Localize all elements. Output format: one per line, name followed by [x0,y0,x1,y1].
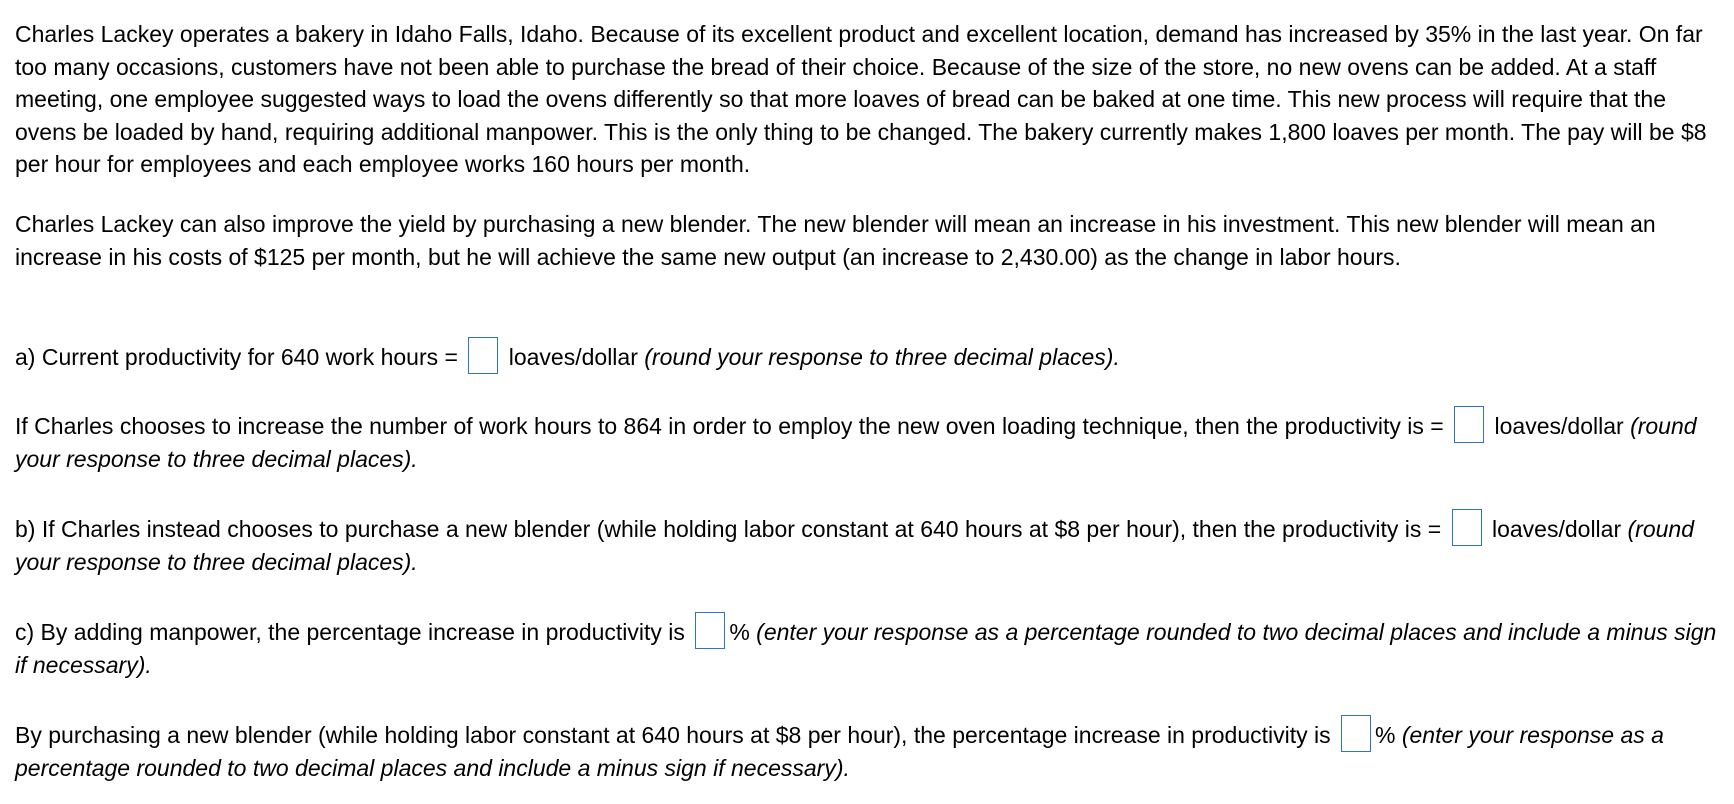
question-c2-prefix: By purchasing a new blender (while holding labor constant at 640 hours at $8 per hour), the percentage increase in productivity is [15,722,1338,748]
question-b-suffix: loaves/dollar [1485,516,1628,542]
question-c2 [15,715,1731,785]
answer-box-oven-productivity[interactable] [1454,406,1484,443]
blender-paragraph: Charles Lackey can also improve the yield by purchasing a new blender. The new blender will mean an increase in his investment. This new blender will mean an increase in his costs of $125 per month, but he will achieve the same new output (an increase to 2,430.00) as the change in labor hours. [15,211,1656,270]
question-a-note: (round your response to three decimal places). [644,344,1120,370]
answer-box-c2-blender-percent[interactable] [1341,715,1371,752]
question-b [15,509,1731,579]
question-c2-note: (enter your response as a percentage rounded to two decimal places and include a minus sign if necessary). [15,722,1664,781]
answer-box-b-blender-productivity[interactable] [1452,509,1482,546]
question-c-note: (enter your response as a percentage rounded to two decimal places and include a minus sign if necessary). [15,619,1717,678]
question-c2-suffix: % [1375,722,1402,748]
intro-paragraph: Charles Lackey operates a bakery in Idaho Falls, Idaho. Because of its excellent product and excellent location, demand has increased by 35% in the last year. On far too many occasions, customers have not been able to purchase the bread of their choice. Because of the size of the store, no new ovens can be added. At a staff meeting, one employee suggested ways to load the ovens differently so that more loaves of bread can be baked at one time. This new process will require that the ovens be loaded by hand, requiring additional manpower. This is the only thing to be changed. The bakery currently makes 1,800 loaves per month. The pay will be $8 per hour for employees and each employee works 160 hours per month. [15,21,1707,177]
question-b-note: (round your response to three decimal places). [15,516,1694,575]
question-a-prefix: a) Current productivity for 640 work hours = [15,344,465,370]
question-oven-note: (round your response to three decimal places). [15,413,1697,472]
question-a-suffix: loaves/dollar [502,344,645,370]
question-c-suffix: % [729,619,757,645]
answer-box-c-manpower-percent[interactable] [695,612,725,649]
question-c-prefix: c) By adding manpower, the percentage increase in productivity is [15,619,692,645]
question-oven-suffix: loaves/dollar [1488,413,1631,439]
question-a [15,337,1731,374]
question-b-prefix: b) If Charles instead chooses to purchase a new blender (while holding labor constant at 640 hours at $8 per hour), then the productivity is = [15,516,1448,542]
question-oven [15,406,1731,476]
question-c [15,612,1731,682]
question-oven-prefix: If Charles chooses to increase the number of work hours to 864 in order to employ the new oven loading technique, then the productivity is = [15,413,1451,439]
answer-box-a-current-productivity[interactable] [468,337,498,374]
